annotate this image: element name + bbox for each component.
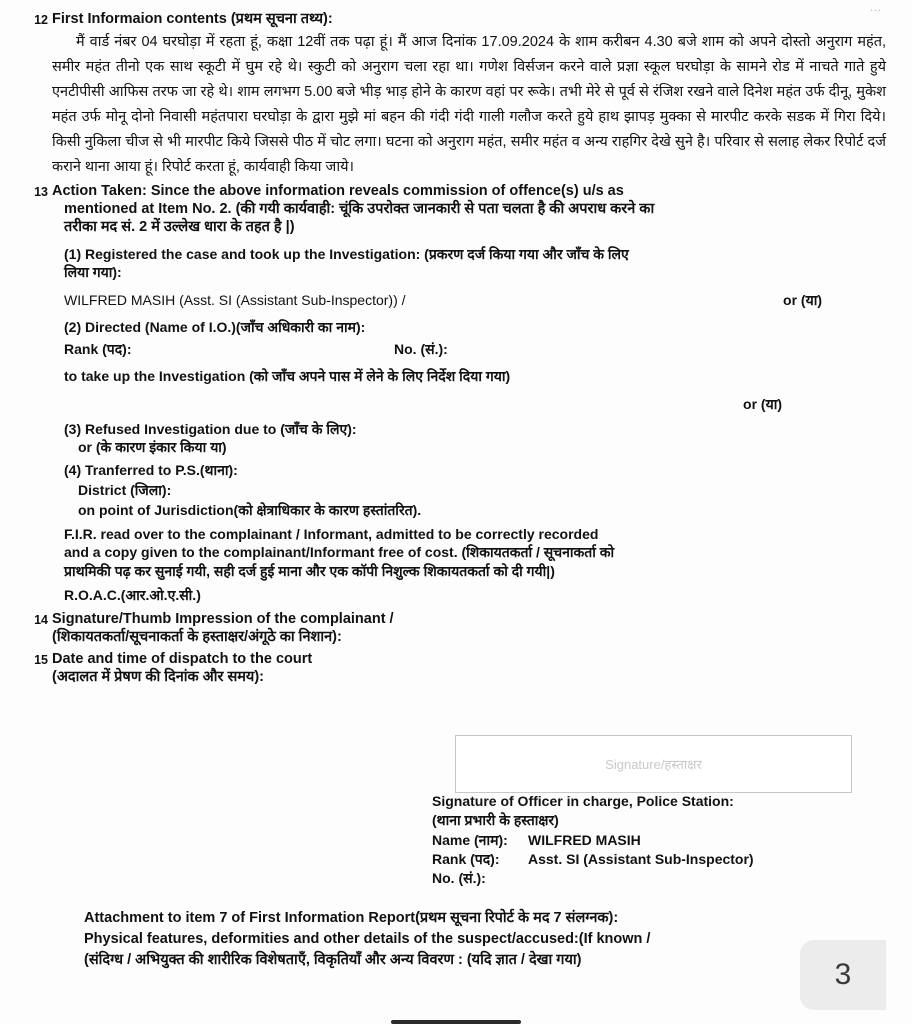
rank-no-row bbox=[52, 340, 886, 358]
no-label: No. (सं.): bbox=[394, 340, 448, 357]
item-13-number: 13 bbox=[34, 184, 48, 199]
action-sub1-label: (1) Registered the case and took up the Investigation: (प्रकरण दर्ज किया गया और जाँच के लिए bbox=[64, 246, 629, 263]
page-top-faint-text: … bbox=[869, 0, 882, 14]
item-14-heading-line1: Signature/Thumb Impression of the complainant / bbox=[52, 610, 394, 627]
attachment-line2: Physical features, deformities and other details of the suspect/accused:(If known / bbox=[84, 931, 651, 948]
action-sub4-label: (4) Tranferred to P.S.(थाना): bbox=[64, 461, 238, 478]
signature-placeholder: Signature/हस्ताक्षर bbox=[605, 757, 702, 772]
item-15-heading-line1: Date and time of dispatch to the court bbox=[52, 651, 313, 668]
action-sub1-value-row bbox=[52, 291, 886, 309]
action-sub3-or: or (के कारण इंकार किया या) bbox=[78, 439, 227, 456]
item-14 bbox=[26, 610, 886, 646]
action-sub2-label: (2) Directed (Name of I.O.)(जाँच अधिकारी का नाम): bbox=[64, 318, 366, 335]
registered-io-name: WILFRED MASIH (Asst. SI (Assistant Sub-Inspector)) / bbox=[64, 291, 406, 308]
attachment-line1: Attachment to item 7 of First Information Report(प्रथम सूचना रिपोर्ट के मद 7 संलग्नक): bbox=[84, 910, 619, 926]
item-14-heading-line2: (शिकायतकर्ता/सूचनाकर्ता के हस्ताक्षर/अंगूठे का निशान): bbox=[52, 629, 342, 646]
officer-in-charge-block bbox=[432, 792, 892, 889]
item-12-heading: First Informaion contents (प्रथम सूचना तथ्य): bbox=[52, 11, 333, 27]
item-14-number: 14 bbox=[34, 612, 48, 627]
officer-rank-value: Asst. SI (Assistant Sub-Inspector) bbox=[528, 850, 754, 867]
officer-no-label: No. (सं.): bbox=[432, 870, 486, 887]
officer-name-row bbox=[432, 831, 892, 850]
fir-read-over-line3: प्राथमिकी पढ़ कर सुनाई गयी, सही दर्ज हुई माना और एक कॉपी निशुल्क शिकायतकर्ता को दी गयी|) bbox=[64, 562, 555, 579]
officer-rank-row bbox=[432, 850, 892, 869]
item-12-paragraph: मैं वार्ड नंबर 04 घरघोड़ा में रहता हूं, कक्षा 12वीं तक पढ़ा हूं। मैं आज दिनांक 17.09.2024 के शाम करीबन 4.30 बजे शाम को अपने दोस्तो अनुराग महंत, समीर महंत तीनो एक साथ स्कूटी में घुम रहे थे। स्कुटी को अनुराग चला रहा था। गणेश विर्सजन करने वाले प्रज्ञा स्कूल घरघोड़ा के सामने रोड में नाचते गाते हुये एनटीपीसी आफिस तरफ जा रहे थे। शाम लगभग 5.00 बजे भीड़ भाड़ होने के कारण वहां पर रूके। तभी मेरे से पूर्व से रंजिश रखने वाले दिनेश महंत उर्फ दीनू, मुकेश महंत उर्फ मोनू दोनो निवासी महंतपारा घरघोड़ा के द्वारा मुझे मां बहन की गंदी गंदी गाली गलौज करते हुये हाथ झापड़ मुक्का से मारपीट करके सडक में गिरा दिये। किसी नुकिला चीज से भी मारपीट किये जिससे पीठ में चोट लगा। घटना को अनुराग महंत, समीर महंत व अन्य राहगिर देखे सुने है। परिवार से सलाह लेकर रिपोर्ट दर्ज कराने थाना आया हूं। रिपोर्ट करता हूं, कार्यवाही किया जाये। bbox=[52, 34, 886, 175]
item-13 bbox=[26, 182, 886, 604]
attachment-block bbox=[84, 908, 884, 971]
jurisdiction-label: on point of Jurisdiction(को क्षेत्राधिकार के कारण हस्तांतरित). bbox=[78, 502, 422, 518]
item-15-number: 15 bbox=[34, 653, 48, 668]
fir-read-over-line2: and a copy given to the complainant/Informant free of cost. (शिकायतकर्ता / सूचनाकर्ता को bbox=[64, 544, 615, 561]
officer-title-hi: (थाना प्रभारी के हस्ताक्षर) bbox=[432, 812, 559, 829]
item-13-heading-line2: mentioned at Item No. 2. (की गयी कार्यवाही: चूंकि उपरोक्त जानकारी से पता चलता है की अपराध करने का bbox=[64, 200, 655, 217]
or-label-1: or (या) bbox=[783, 291, 822, 308]
officer-title-en: Signature of Officer in charge, Police Station: bbox=[432, 793, 734, 809]
item-12 bbox=[26, 10, 886, 180]
item-12-number: 12 bbox=[34, 13, 48, 27]
district-label: District (जिला): bbox=[78, 481, 172, 498]
roac-label: R.O.A.C.(आर.ओ.ए.सी.) bbox=[64, 586, 201, 603]
item-13-heading-line3: तरीका मद सं. 2 में उल्लेख धारा के तहत है |) bbox=[64, 219, 295, 235]
signature-field[interactable] bbox=[455, 735, 852, 793]
attachment-line3: (संदिग्ध / अभियुक्त की शारीरिक विशेषताएँ, विकृतियाँ और अन्य विवरण : (यदि ज्ञात / देखा गया) bbox=[84, 952, 582, 969]
officer-name-value: WILFRED MASIH bbox=[528, 831, 641, 848]
action-sub3-label: (3) Refused Investigation due to (जाँच के लिए): bbox=[64, 421, 357, 438]
bottom-home-indicator bbox=[391, 1020, 521, 1024]
fir-read-over-line1: F.I.R. read over to the complainant / Informant, admitted to be correctly recorded bbox=[64, 526, 599, 543]
rank-label: Rank (पद): bbox=[64, 340, 132, 357]
item-13-heading-line1: Action Taken: Since the above information reveals commission of offence(s) u/s as bbox=[52, 182, 624, 199]
item-15-heading-line2: (अदालत में प्रेषण की दिनांक और समय): bbox=[52, 669, 265, 686]
officer-no-row bbox=[432, 869, 892, 888]
officer-name-label: Name (नाम): bbox=[432, 831, 508, 848]
page-number-badge: 3 bbox=[800, 940, 886, 1010]
officer-rank-label: Rank (पद): bbox=[432, 850, 500, 867]
action-sub1-label-cont: लिया गया): bbox=[64, 264, 122, 281]
take-up-investigation-label: to take up the Investigation (को जाँच अपने पास में लेने के लिए निर्देश दिया गया) bbox=[64, 368, 511, 385]
or-label-2: or (या) bbox=[743, 396, 782, 413]
item-15 bbox=[26, 650, 886, 686]
